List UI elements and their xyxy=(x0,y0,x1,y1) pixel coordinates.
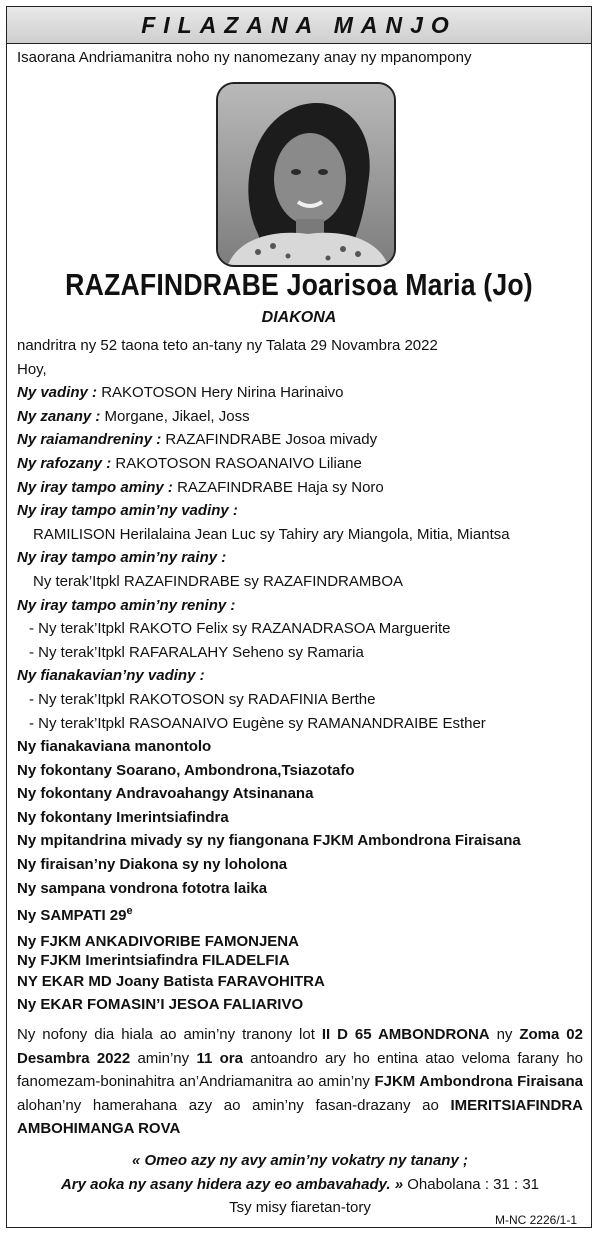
family-vadiny xyxy=(17,381,583,405)
group-line: Ny firaisan’ny Diakona sy ny loholona xyxy=(17,856,288,874)
list-item: - Ny terak’Itpkl RAKOTO Felix sy RAZANADRASOA Marguerite xyxy=(29,620,451,638)
quote-closing: Tsy misy fiaretan-tory xyxy=(229,1199,371,1217)
label-iray-tampo: Ny iray tampo aminy : xyxy=(17,478,173,496)
value-rafozany: RAKOTOSON RASOANAIVO Liliane xyxy=(115,454,362,472)
group-line: NY EKAR MD Joany Batista FARAVOHITRA xyxy=(17,972,325,990)
label-tampo-vadiny: Ny iray tampo amin’ny vadiny : xyxy=(17,502,238,520)
group-line: Ny EKAR FOMASIN’I JESOA FALIARIVO xyxy=(17,996,304,1014)
notice-body xyxy=(17,334,583,1141)
label-rafozany: Ny rafozany : xyxy=(17,454,112,472)
value-zanany: Morgane, Jikael, Joss xyxy=(104,407,250,425)
family-rafozany xyxy=(17,452,583,476)
label-tampo-reniny: Ny iray tampo amin’ny reniny : xyxy=(17,596,236,614)
announcement-date: Zoma 02 Desambra 2022 xyxy=(17,1026,583,1067)
group-line: Ny fianakaviana manontolo xyxy=(17,738,212,756)
announcement-text: amin’ny xyxy=(130,1049,197,1067)
bible-quote xyxy=(17,1149,583,1220)
family-raiamandreniny xyxy=(17,428,583,452)
value-vadiny: RAKOTOSON Hery Nirina Harinaivo xyxy=(101,384,344,402)
value-tampo-vadiny: RAMILISON Herilalaina Jean Luc sy Tahiry ary Miangola, Mitia, Miantsa xyxy=(33,525,510,543)
announcement-text: antoandro ary ho entina atao veloma farany ho fanomezam-boninahitra an’Andriamanitra ao amin’ny xyxy=(17,1049,583,1091)
group-sampati xyxy=(17,900,583,928)
family-zanany xyxy=(17,405,583,429)
quote-reference: Ohabolana : 31 : 31 xyxy=(407,1175,540,1193)
label-zanany: Ny zanany : xyxy=(17,407,101,425)
announcement-place: IMERITSIAFINDRA AMBOHIMANGA ROVA xyxy=(17,1096,583,1138)
group-line: Ny sampana vondrona fototra laika xyxy=(17,879,268,897)
sampati-superscript: e xyxy=(126,905,133,918)
announcement-text: ny xyxy=(489,1026,520,1044)
family-iray-tampo xyxy=(17,476,583,500)
announcement-church: FJKM Ambondrona Firaisana xyxy=(374,1073,583,1091)
group-line: Ny FJKM Imerintsiafindra FILADELFIA xyxy=(17,951,290,969)
list-item: - Ny terak’Itpkl RASOANAIVO Eugène sy RAMANANDRAIBE Esther xyxy=(29,714,486,732)
portrait-image xyxy=(218,84,394,265)
group-line: Ny FJKM ANKADIVORIBE FAMONJENA xyxy=(17,932,299,950)
label-fianakaviana-vadiny: Ny fianakavian’ny vadiny : xyxy=(17,667,205,685)
sampati-text: Ny SAMPATI 29 xyxy=(17,907,127,925)
notice-header xyxy=(7,7,591,44)
group-line: Ny mpitandrina mivady sy ny fiangonana FJKM Ambondrona Firaisana xyxy=(17,832,521,850)
announcement-text: alohan’ny hamerahana azy ao amin’ny fasan-drazany ao xyxy=(17,1096,451,1114)
list-item: - Ny terak’Itpkl RAKOTOSON sy RADAFINIA Berthe xyxy=(29,690,376,708)
value-tampo-rainy: Ny terak’Itpkl RAZAFINDRABE sy RAZAFINDRAMBOA xyxy=(33,572,404,590)
value-raiamandreniny: RAZAFINDRABE Josoa mivady xyxy=(165,431,378,449)
header-title: FILAZANA MANJO xyxy=(141,12,457,38)
deceased-name: RAZAFINDRABE Joarisoa Maria (Jo) xyxy=(65,267,533,302)
greeting: Hoy, xyxy=(17,360,47,378)
deceased-title: DIAKONA xyxy=(261,309,337,326)
label-tampo-rainy: Ny iray tampo amin’ny rainy : xyxy=(17,549,227,567)
label-vadiny: Ny vadiny : xyxy=(17,384,98,402)
portrait-photo xyxy=(216,82,396,267)
group-line: Ny fokontany Soarano, Ambondrona,Tsiazotafo xyxy=(17,761,355,779)
list-item: - Ny terak’Itpkl RAFARALAHY Seheno sy Ramaria xyxy=(29,643,364,661)
announcement-time: 11 ora xyxy=(196,1049,243,1067)
intro-text: Isaorana Andriamanitra noho ny nanomezany anay ny mpanompony xyxy=(17,49,472,66)
group-line: Ny fokontany Andravoahangy Atsinanana xyxy=(17,785,314,803)
value-iray-tampo: RAZAFINDRABE Haja sy Noro xyxy=(177,478,384,496)
death-line: nandritra ny 52 taona teto an-tany ny Talata 29 Novambra 2022 xyxy=(17,337,438,354)
quote-line-2: Ary aoka ny asany hidera azy eo ambavahady. » xyxy=(60,1175,404,1193)
notice-reference: M-NC 2226/1-1 xyxy=(494,1213,577,1227)
announcement-text: Ny nofony dia hiala ao amin’ny tranony lot xyxy=(17,1026,322,1044)
group-line: Ny fokontany Imerintsiafindra xyxy=(17,808,229,826)
announcement-lot: II D 65 AMBONDRONA xyxy=(321,1026,490,1044)
quote-line-1: « Omeo azy ny avy amin’ny vokatry ny tanany ; xyxy=(132,1152,468,1169)
label-raiamandreniny: Ny raiamandreniny : xyxy=(17,431,162,449)
notice-frame xyxy=(6,6,592,1228)
funeral-announcement xyxy=(17,1023,583,1141)
quote-line-2-row xyxy=(17,1173,583,1197)
